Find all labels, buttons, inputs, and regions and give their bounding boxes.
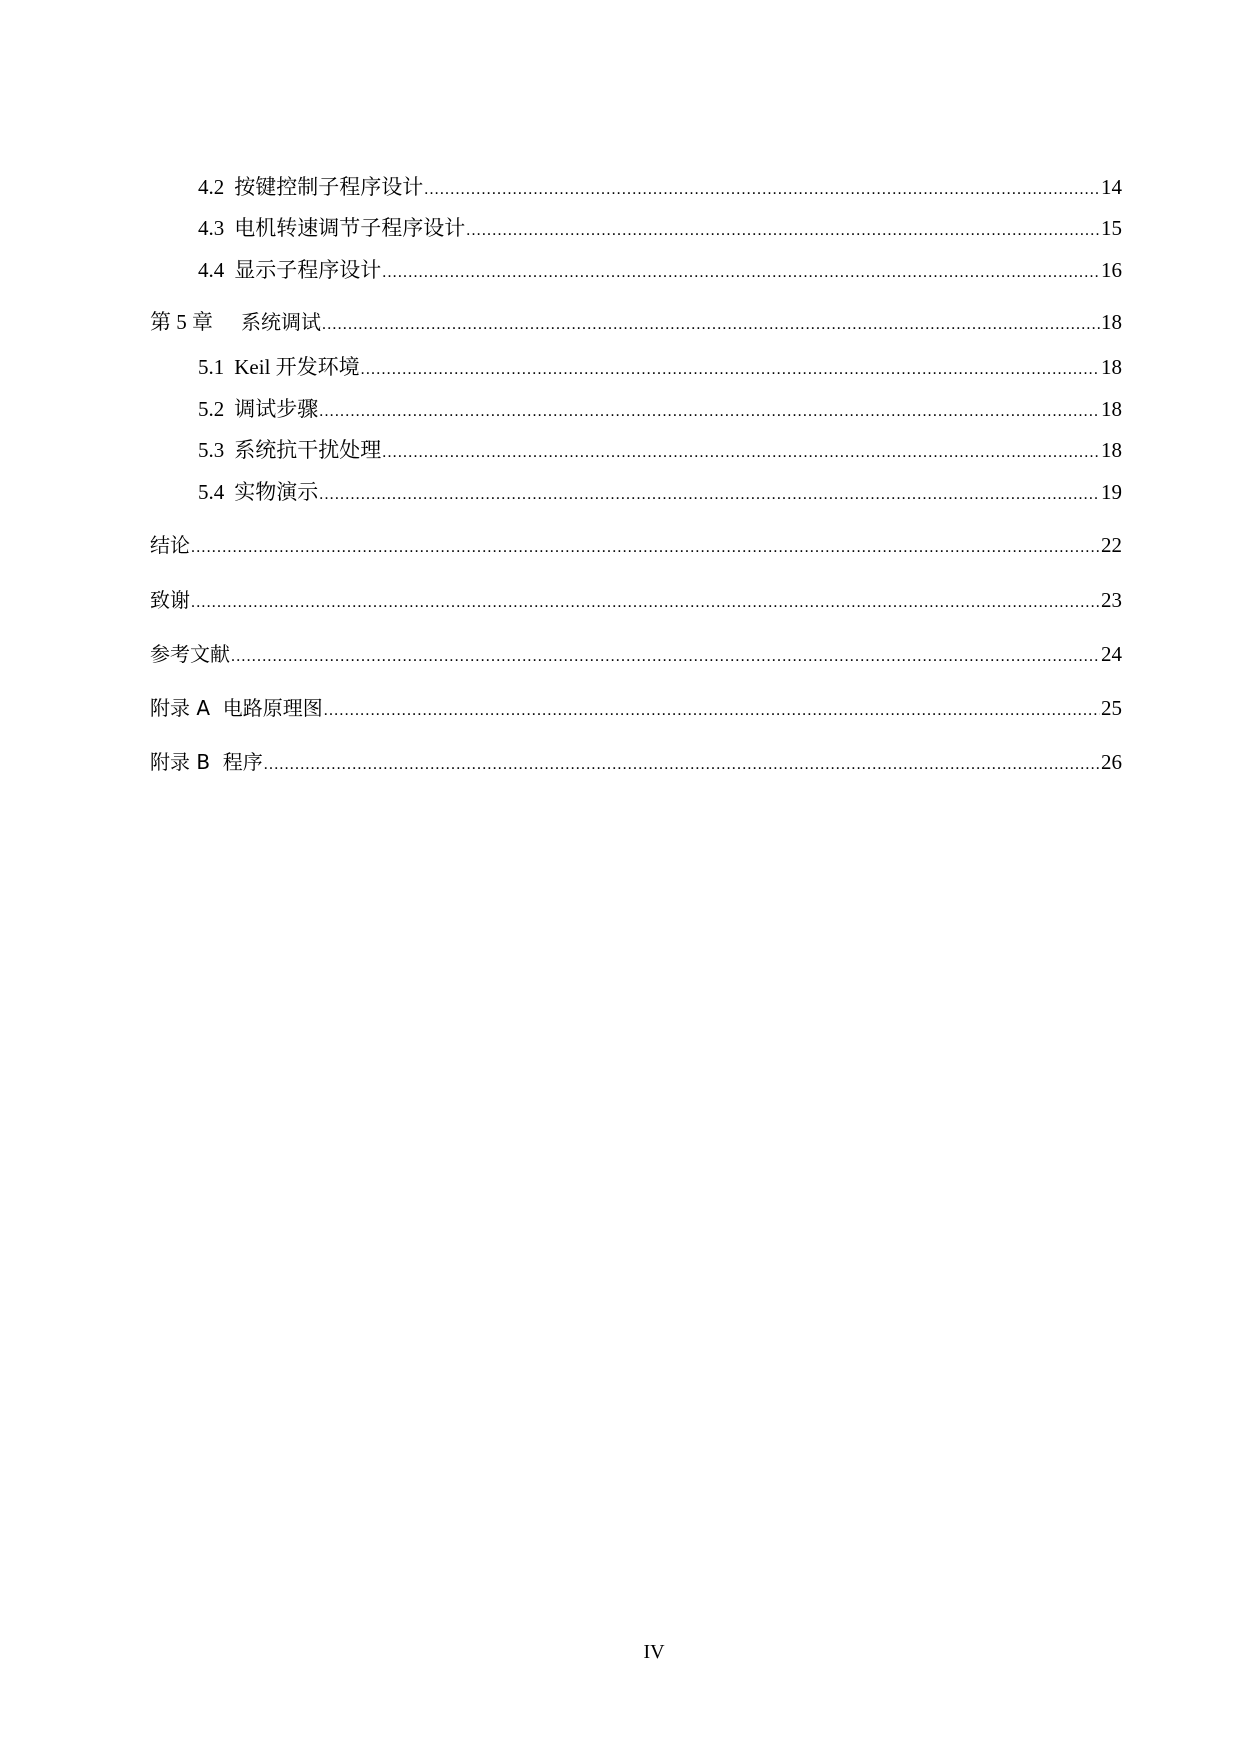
toc-entry-5-2[interactable]: [198, 396, 1122, 422]
toc-entry-chapter-5[interactable]: [150, 309, 1122, 335]
toc-page-number: 18: [1101, 438, 1122, 462]
toc-page-number: 14: [1101, 175, 1122, 199]
dot-leader: [319, 399, 1100, 425]
dot-leader: [361, 357, 1100, 383]
page-number-footer: IV: [643, 1641, 665, 1663]
toc-entry-title: 4.4 显示子程序设计: [198, 258, 382, 282]
toc-entry-title: 结论: [150, 533, 190, 557]
toc-entry-title: 致谢: [150, 588, 190, 612]
toc-entry-5-4[interactable]: [198, 479, 1122, 505]
toc-page-number: 22: [1101, 533, 1122, 557]
toc-entry-conclusion[interactable]: [150, 532, 1122, 558]
toc-entry-title: 5.2 调试步骤: [198, 397, 319, 421]
toc-entry-acknowledgements[interactable]: [150, 587, 1122, 613]
toc-entry-title: 4.2 按键控制子程序设计: [198, 175, 424, 199]
toc-entry-5-1[interactable]: [198, 354, 1122, 380]
dot-leader: [191, 590, 1100, 616]
toc-entry-title: 参考文献: [150, 642, 230, 666]
toc-page-number: 26: [1101, 750, 1122, 774]
toc-page-number: 16: [1101, 258, 1122, 282]
dot-leader: [264, 752, 1100, 778]
toc-page-number: 19: [1101, 480, 1122, 504]
dot-leader: [191, 535, 1100, 561]
dot-leader: [319, 482, 1100, 508]
toc-page-number: 23: [1101, 588, 1122, 612]
toc-entry-title: 5.4 实物演示: [198, 480, 319, 504]
toc-entry-title: 附录 B 程序: [150, 750, 263, 774]
toc-page-number: 25: [1101, 696, 1122, 720]
toc-entry-title: 附录 A 电路原理图: [150, 696, 323, 720]
dot-leader: [231, 644, 1100, 670]
toc-entry-appendix-b[interactable]: [150, 749, 1122, 775]
toc-page-number: 18: [1101, 397, 1122, 421]
dot-leader: [324, 698, 1100, 724]
toc-entry-title: 第 5 章 系统调试: [150, 310, 321, 334]
toc-entry-5-3[interactable]: [198, 437, 1122, 463]
dot-leader: [382, 260, 1100, 286]
toc-entry-title: 5.3 系统抗干扰处理: [198, 438, 382, 462]
toc-entry-4-3[interactable]: [198, 215, 1122, 241]
toc-page-number: 15: [1101, 216, 1122, 240]
toc-entry-title: 4.3 电机转速调节子程序设计: [198, 216, 466, 240]
toc-entry-appendix-a[interactable]: [150, 695, 1122, 721]
toc-page-number: 24: [1101, 642, 1122, 666]
toc-entry-4-2[interactable]: [198, 174, 1122, 200]
toc-entry-references[interactable]: [150, 641, 1122, 667]
toc-page-number: 18: [1101, 355, 1122, 379]
toc-entry-4-4[interactable]: [198, 257, 1122, 283]
dot-leader: [466, 218, 1100, 244]
dot-leader: [382, 440, 1100, 466]
toc-entry-title: 5.1 Keil 开发环境: [198, 355, 360, 379]
dot-leader: [322, 312, 1100, 338]
dot-leader: [424, 177, 1100, 203]
toc-page-number: 18: [1101, 310, 1122, 334]
